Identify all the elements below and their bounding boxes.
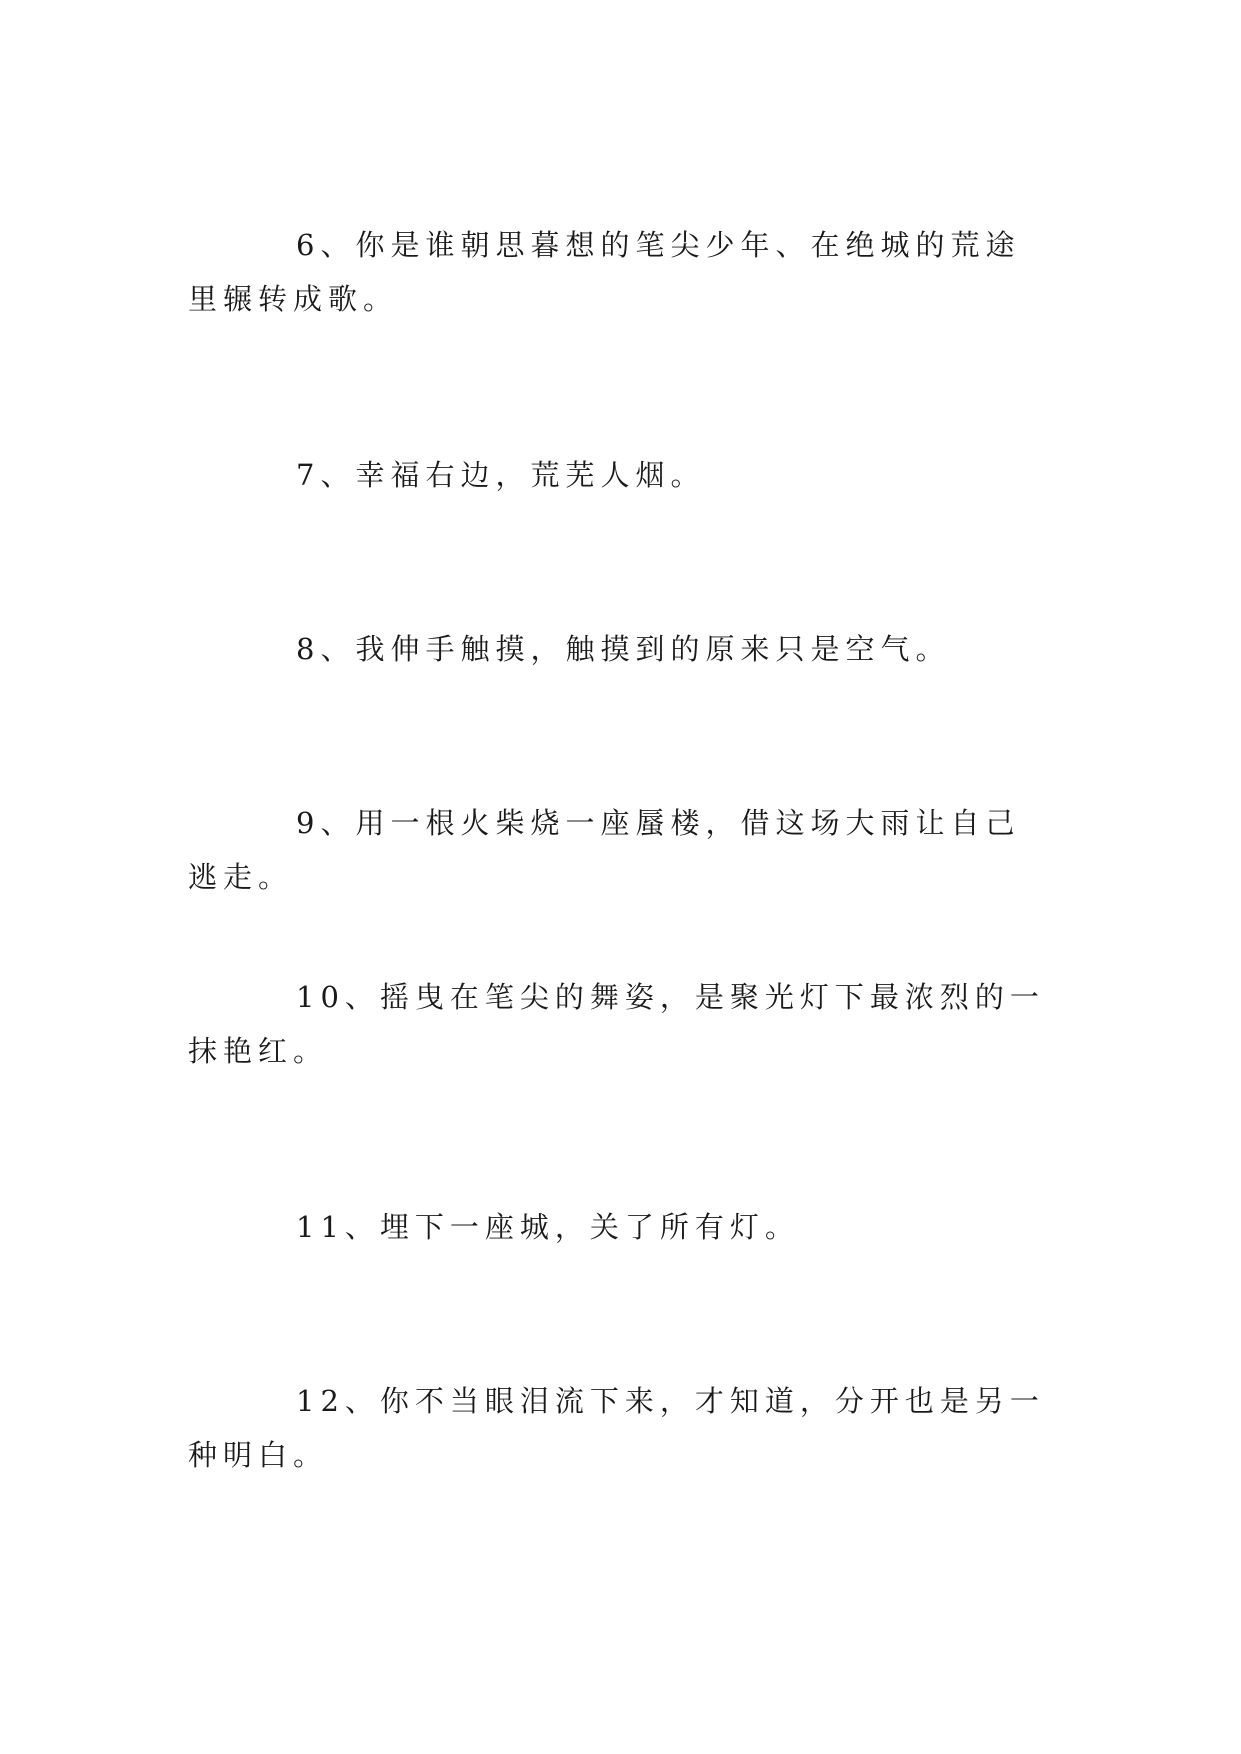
paragraph-11: 11、埋下一座城，关了所有灯。 xyxy=(296,1210,800,1244)
paragraph-8: 8、我伸手触摸，触摸到的原来只是空气。 xyxy=(296,632,951,666)
paragraph-9: 9、用一根火柴烧一座蜃楼，借这场大雨让自己逃走。 xyxy=(188,806,1021,894)
paragraph-10: 10、摇曳在笔尖的舞姿，是聚光灯下最浓烈的一抹艳红。 xyxy=(188,980,1045,1068)
paragraph-7: 7、幸福右边，荒芜人烟。 xyxy=(296,458,706,492)
paragraph-6: 6、你是谁朝思暮想的笔尖少年、在绝城的荒途里辗转成歌。 xyxy=(188,228,1021,316)
paragraph-12: 12、你不当眼泪流下来，才知道，分开也是另一种明白。 xyxy=(188,1384,1045,1472)
